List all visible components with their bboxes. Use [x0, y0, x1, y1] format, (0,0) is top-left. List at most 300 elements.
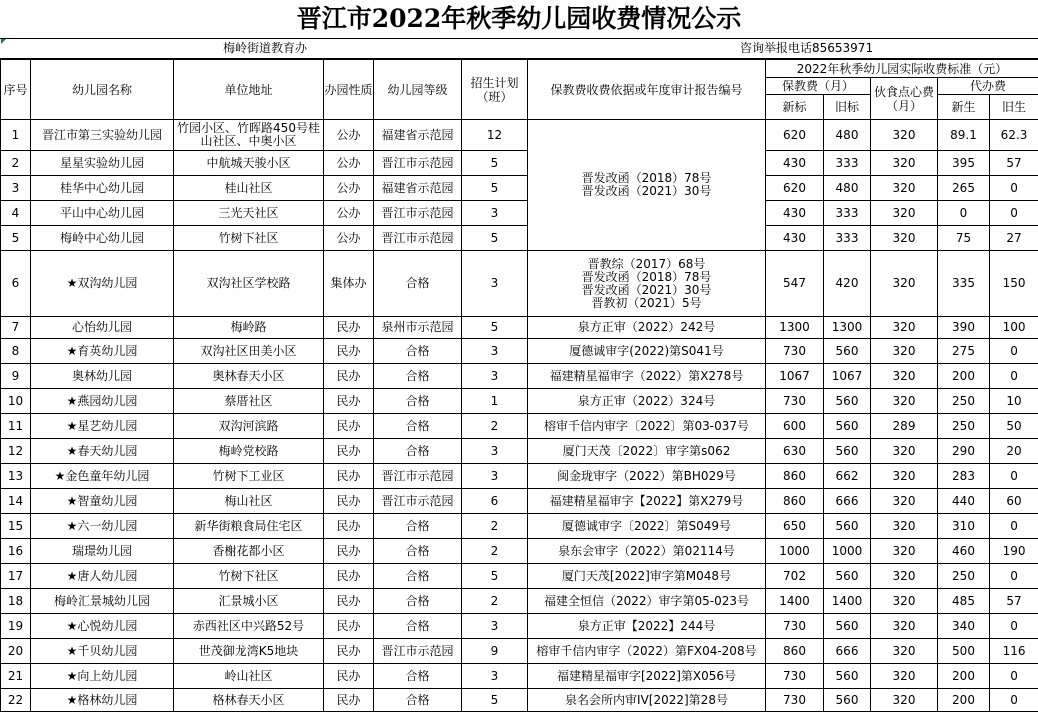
cell-agency-old: 60 — [990, 489, 1038, 514]
cell-basis: 泉方正审【2022】244号 — [528, 614, 766, 639]
cell-meal: 320 — [871, 589, 938, 614]
cell-plan: 3 — [462, 614, 528, 639]
cell-address: 香榭花都小区 — [174, 539, 324, 564]
cell-tuition-new: 600 — [766, 414, 824, 439]
cell-tuition-old: 333 — [824, 201, 871, 226]
cell-tuition-old: 666 — [824, 639, 871, 664]
office-label: 梅岭街道教育办 — [222, 41, 307, 55]
subtitle-row — [0, 38, 1038, 59]
cell-agency-old: 0 — [990, 689, 1038, 712]
cell-address: 三光天社区 — [174, 201, 324, 226]
cell-plan: 3 — [462, 201, 528, 226]
table-row — [1, 389, 1038, 414]
header-agency: 代办费 — [938, 78, 1038, 95]
cell-meal: 320 — [871, 464, 938, 489]
header-new-student: 新生 — [938, 95, 990, 120]
cell-plan: 5 — [462, 689, 528, 712]
header-nature: 办园性质 — [324, 60, 374, 120]
cell-level: 合格 — [374, 364, 462, 389]
header-tuition: 保教费（月） — [766, 78, 871, 95]
cell-basis: 泉东会审字（2022）第02114号 — [528, 539, 766, 564]
cell-tuition-new: 430 — [766, 226, 824, 251]
cell-tuition-old: 420 — [824, 251, 871, 317]
cell-level: 合格 — [374, 251, 462, 317]
cell-agency-new: 250 — [938, 564, 990, 589]
cell-tuition-old: 480 — [824, 120, 871, 151]
table-row — [1, 664, 1038, 689]
cell-tuition-new: 1000 — [766, 539, 824, 564]
cell-meal: 320 — [871, 226, 938, 251]
cell-address: 双沟社区学校路 — [174, 251, 324, 317]
cell-name: 平山中心幼儿园 — [31, 201, 174, 226]
cell-level: 福建省示范园 — [374, 120, 462, 151]
cell-basis: 泉方正审（2022）242号 — [528, 317, 766, 339]
cell-tuition-old: 560 — [824, 389, 871, 414]
cell-agency-new: 0 — [938, 201, 990, 226]
cell-nature: 公办 — [324, 151, 374, 176]
cell-basis: 泉方正审（2022）324号 — [528, 389, 766, 414]
cell-level: 合格 — [374, 614, 462, 639]
table-row — [1, 689, 1038, 712]
cell-tuition-old: 560 — [824, 664, 871, 689]
cell-meal: 320 — [871, 564, 938, 589]
cell-no: 5 — [1, 226, 31, 251]
cell-tuition-new: 730 — [766, 339, 824, 364]
cell-basis: 福建全恒信（2022）审字第05-023号 — [528, 589, 766, 614]
cell-address: 赤西社区中兴路52号 — [174, 614, 324, 639]
table-row — [1, 614, 1038, 639]
cell-plan: 5 — [462, 151, 528, 176]
cell-tuition-old: 560 — [824, 564, 871, 589]
cell-meal: 320 — [871, 317, 938, 339]
cell-address: 世茂御龙湾K5地块 — [174, 639, 324, 664]
cell-address: 格林春天小区 — [174, 689, 324, 712]
cell-plan: 6 — [462, 489, 528, 514]
cell-tuition-new: 650 — [766, 514, 824, 539]
cell-nature: 民办 — [324, 639, 374, 664]
cell-level: 晋江市示范园 — [374, 464, 462, 489]
table-row — [1, 439, 1038, 464]
table-row — [1, 251, 1038, 317]
cell-agency-new: 200 — [938, 364, 990, 389]
cell-tuition-new: 547 — [766, 251, 824, 317]
cell-no: 16 — [1, 539, 31, 564]
cell-name: 心怡幼儿园 — [31, 317, 174, 339]
cell-address: 梅山社区 — [174, 489, 324, 514]
cell-level: 合格 — [374, 439, 462, 464]
cell-plan: 1 — [462, 389, 528, 414]
cell-name: ★智童幼儿园 — [31, 489, 174, 514]
cell-agency-new: 290 — [938, 439, 990, 464]
cell-address: 竹树下工业区 — [174, 464, 324, 489]
cell-name: ★唐人幼儿园 — [31, 564, 174, 589]
cell-address: 中航城天骏小区 — [174, 151, 324, 176]
cell-nature: 民办 — [324, 539, 374, 564]
cell-meal: 289 — [871, 414, 938, 439]
cell-agency-new: 340 — [938, 614, 990, 639]
header-no: 序号 — [1, 60, 31, 120]
header-plan: 招生计划（班） — [462, 60, 528, 120]
cell-agency-new: 460 — [938, 539, 990, 564]
basis-line: 晋发改函（2021）30号 — [581, 282, 712, 297]
cell-no: 6 — [1, 251, 31, 317]
cell-no: 11 — [1, 414, 31, 439]
cell-tuition-new: 860 — [766, 639, 824, 664]
cell-plan: 3 — [462, 439, 528, 464]
cell-name: ★千贝幼儿园 — [31, 639, 174, 664]
cell-agency-new: 440 — [938, 489, 990, 514]
cell-address: 桂山社区 — [174, 176, 324, 201]
cell-basis: 榕审千信内审字（2022）第FX04-208号 — [528, 639, 766, 664]
cell-no: 7 — [1, 317, 31, 339]
cell-nature: 民办 — [324, 389, 374, 414]
cell-tuition-old: 560 — [824, 414, 871, 439]
cell-tuition-new: 430 — [766, 201, 824, 226]
table-row — [1, 639, 1038, 664]
cell-agency-old: 116 — [990, 639, 1038, 664]
table-row — [1, 364, 1038, 389]
cell-agency-new: 485 — [938, 589, 990, 614]
cell-level: 泉州市示范园 — [374, 317, 462, 339]
cell-address: 奥林春天小区 — [174, 364, 324, 389]
cell-plan: 2 — [462, 414, 528, 439]
table-row — [1, 589, 1038, 614]
cell-no: 12 — [1, 439, 31, 464]
cell-plan: 3 — [462, 664, 528, 689]
cell-tuition-old: 480 — [824, 176, 871, 201]
cell-address: 竹园小区、竹晖路450号桂山社区、中奥小区 — [174, 120, 324, 151]
cell-agency-old: 0 — [990, 514, 1038, 539]
cell-level: 合格 — [374, 514, 462, 539]
cell-nature: 民办 — [324, 589, 374, 614]
cell-meal: 320 — [871, 439, 938, 464]
cell-nature: 公办 — [324, 120, 374, 151]
table-row — [1, 201, 1038, 226]
basis-line: 晋发改函（2021）30号 — [581, 184, 712, 198]
cell-basis: 福建精星福审字【2022】第X279号 — [528, 489, 766, 514]
cell-meal: 320 — [871, 639, 938, 664]
cell-name: 瑞璟幼儿园 — [31, 539, 174, 564]
cell-agency-new: 250 — [938, 389, 990, 414]
cell-name: ★金色童年幼儿园 — [31, 464, 174, 489]
cell-agency-old: 57 — [990, 589, 1038, 614]
cell-nature: 民办 — [324, 564, 374, 589]
cell-tuition-new: 730 — [766, 689, 824, 712]
cell-level: 合格 — [374, 589, 462, 614]
cell-tuition-new: 1067 — [766, 364, 824, 389]
cell-name: 奥林幼儿园 — [31, 364, 174, 389]
cell-nature: 公办 — [324, 226, 374, 251]
cell-tuition-old: 560 — [824, 514, 871, 539]
cell-name: 桂华中心幼儿园 — [31, 176, 174, 201]
cell-agency-new: 75 — [938, 226, 990, 251]
cell-agency-new: 250 — [938, 414, 990, 439]
cell-tuition-old: 1000 — [824, 539, 871, 564]
cell-agency-old: 0 — [990, 176, 1038, 201]
cell-no: 8 — [1, 339, 31, 364]
cell-tuition-new: 860 — [766, 464, 824, 489]
cell-address: 梅岭党校路 — [174, 439, 324, 464]
cell-tuition-old: 1067 — [824, 364, 871, 389]
cell-basis-group — [528, 251, 766, 317]
cell-plan: 3 — [462, 339, 528, 364]
cell-tuition-new: 730 — [766, 664, 824, 689]
cell-plan: 3 — [462, 364, 528, 389]
cell-no: 1 — [1, 120, 31, 151]
cell-agency-old: 0 — [990, 464, 1038, 489]
cell-tuition-new: 1400 — [766, 589, 824, 614]
cell-tuition-old: 560 — [824, 689, 871, 712]
cell-level: 合格 — [374, 564, 462, 589]
cell-basis: 厦门天茂[2022]审字第M048号 — [528, 564, 766, 589]
cell-address: 蔡厝社区 — [174, 389, 324, 414]
cell-level: 晋江市示范园 — [374, 201, 462, 226]
cell-basis-group — [528, 120, 766, 251]
cell-nature: 民办 — [324, 689, 374, 712]
cell-basis: 厦门天茂〔2022〕审字第s062 — [528, 439, 766, 464]
cell-address: 双沟河滨路 — [174, 414, 324, 439]
cell-name: ★六一幼儿园 — [31, 514, 174, 539]
cell-nature: 民办 — [324, 364, 374, 389]
cell-plan: 9 — [462, 639, 528, 664]
cell-no: 2 — [1, 151, 31, 176]
cell-no: 9 — [1, 364, 31, 389]
cell-name: ★心悦幼儿园 — [31, 614, 174, 639]
table-row — [1, 539, 1038, 564]
table-row — [1, 120, 1038, 151]
cell-agency-old: 0 — [990, 614, 1038, 639]
cell-meal: 320 — [871, 120, 938, 151]
cell-agency-old: 0 — [990, 664, 1038, 689]
cell-tuition-old: 560 — [824, 439, 871, 464]
cell-agency-old: 0 — [990, 201, 1038, 226]
cell-level: 合格 — [374, 539, 462, 564]
cell-no: 19 — [1, 614, 31, 639]
hotline-label: 咨询举报电话85653971 — [740, 41, 874, 55]
table-row — [1, 489, 1038, 514]
cell-tuition-old: 1400 — [824, 589, 871, 614]
cell-no: 22 — [1, 689, 31, 712]
cell-basis: 厦德诚审字(2022)第S041号 — [528, 339, 766, 364]
cell-basis: 福建精星福审字[2022]第X056号 — [528, 664, 766, 689]
header-new: 新标 — [766, 95, 824, 120]
table-row — [1, 176, 1038, 201]
cell-no: 3 — [1, 176, 31, 201]
header-name: 幼儿园名称 — [31, 60, 174, 120]
cell-name: ★育英幼儿园 — [31, 339, 174, 364]
cell-level: 福建省示范园 — [374, 176, 462, 201]
cell-meal: 320 — [871, 389, 938, 414]
cell-agency-new: 275 — [938, 339, 990, 364]
cell-name: ★格林幼儿园 — [31, 689, 174, 712]
cell-name: ★燕园幼儿园 — [31, 389, 174, 414]
cell-level: 晋江市示范园 — [374, 489, 462, 514]
cell-agency-new: 283 — [938, 464, 990, 489]
cell-agency-new: 310 — [938, 514, 990, 539]
cell-level: 晋江市示范园 — [374, 151, 462, 176]
cell-meal: 320 — [871, 539, 938, 564]
cell-name: 梅岭汇景城幼儿园 — [31, 589, 174, 614]
header-old-student: 旧生 — [990, 95, 1038, 120]
cell-address: 竹树下社区 — [174, 564, 324, 589]
header-address: 单位地址 — [174, 60, 324, 120]
cell-no: 4 — [1, 201, 31, 226]
cell-basis: 厦德诚审字〔2022〕第S049号 — [528, 514, 766, 539]
cell-no: 21 — [1, 664, 31, 689]
cell-level: 合格 — [374, 689, 462, 712]
cell-tuition-old: 1300 — [824, 317, 871, 339]
cell-address: 竹树下社区 — [174, 226, 324, 251]
cell-agency-old: 27 — [990, 226, 1038, 251]
cell-tuition-old: 560 — [824, 339, 871, 364]
cell-level: 合格 — [374, 339, 462, 364]
cell-basis: 福建精星福审字（2022）第X278号 — [528, 364, 766, 389]
cell-meal: 320 — [871, 489, 938, 514]
cell-agency-old: 0 — [990, 364, 1038, 389]
fee-table — [0, 59, 1038, 712]
cell-agency-old: 62.3 — [990, 120, 1038, 151]
page-title: 晋江市2022年秋季幼儿园收费情况公示 — [0, 0, 1038, 39]
cell-agency-new: 335 — [938, 251, 990, 317]
cell-meal: 320 — [871, 176, 938, 201]
cell-address: 梅岭路 — [174, 317, 324, 339]
basis-line: 晋教综（2017）68号 — [587, 256, 706, 271]
cell-tuition-new: 430 — [766, 151, 824, 176]
table-row — [1, 339, 1038, 364]
cell-agency-old: 190 — [990, 539, 1038, 564]
cell-no: 18 — [1, 589, 31, 614]
cell-tuition-new: 620 — [766, 120, 824, 151]
cell-plan: 2 — [462, 514, 528, 539]
cell-tuition-new: 1300 — [766, 317, 824, 339]
cell-plan: 5 — [462, 317, 528, 339]
cell-agency-old: 0 — [990, 339, 1038, 364]
cell-meal: 320 — [871, 664, 938, 689]
header-old: 旧标 — [824, 95, 871, 120]
basis-line: 晋发改函（2018）78号 — [581, 269, 712, 284]
cell-tuition-new: 702 — [766, 564, 824, 589]
cell-tuition-new: 730 — [766, 614, 824, 639]
cell-plan: 12 — [462, 120, 528, 151]
cell-tuition-old: 662 — [824, 464, 871, 489]
cell-name: ★向上幼儿园 — [31, 664, 174, 689]
cell-nature: 民办 — [324, 614, 374, 639]
cell-agency-new: 500 — [938, 639, 990, 664]
cell-agency-old: 100 — [990, 317, 1038, 339]
cell-name: 星星实验幼儿园 — [31, 151, 174, 176]
cell-address: 汇景城小区 — [174, 589, 324, 614]
cell-name: ★双沟幼儿园 — [31, 251, 174, 317]
cell-nature: 集体办 — [324, 251, 374, 317]
cell-nature: 民办 — [324, 317, 374, 339]
cell-tuition-old: 560 — [824, 614, 871, 639]
cell-tuition-new: 860 — [766, 489, 824, 514]
cell-no: 13 — [1, 464, 31, 489]
cell-agency-new: 395 — [938, 151, 990, 176]
basis-line: 晋教初（2021）5号 — [591, 295, 702, 310]
table-row — [1, 564, 1038, 589]
cell-tuition-old: 333 — [824, 226, 871, 251]
cell-plan: 2 — [462, 539, 528, 564]
cell-no: 14 — [1, 489, 31, 514]
cell-no: 10 — [1, 389, 31, 414]
cell-plan: 5 — [462, 176, 528, 201]
cell-agency-old: 0 — [990, 564, 1038, 589]
header-basis: 保教费收费依据或年度审计报告编号 — [528, 60, 766, 120]
cell-level: 合格 — [374, 389, 462, 414]
cell-plan: 5 — [462, 564, 528, 589]
table-row — [1, 226, 1038, 251]
cell-nature: 公办 — [324, 201, 374, 226]
cell-no: 15 — [1, 514, 31, 539]
cell-meal: 320 — [871, 201, 938, 226]
cell-level: 合格 — [374, 664, 462, 689]
cell-basis: 泉名会所内审IV[2022]第28号 — [528, 689, 766, 712]
cell-level: 合格 — [374, 414, 462, 439]
cell-agency-new: 200 — [938, 689, 990, 712]
cell-nature: 民办 — [324, 414, 374, 439]
table-row — [1, 414, 1038, 439]
table-row — [1, 464, 1038, 489]
cell-basis: 闽金珑审字（2022）第BH029号 — [528, 464, 766, 489]
cell-nature: 民办 — [324, 489, 374, 514]
cell-plan: 3 — [462, 251, 528, 317]
cell-meal: 320 — [871, 614, 938, 639]
cell-agency-old: 57 — [990, 151, 1038, 176]
table-row — [1, 317, 1038, 339]
cell-no: 17 — [1, 564, 31, 589]
cell-agency-new: 89.1 — [938, 120, 990, 151]
cell-tuition-new: 730 — [766, 389, 824, 414]
table-row — [1, 151, 1038, 176]
cell-meal: 320 — [871, 251, 938, 317]
table-row — [1, 514, 1038, 539]
cell-tuition-old: 333 — [824, 151, 871, 176]
header-meal: 伙食点心费（月） — [871, 78, 938, 120]
cell-agency-new: 390 — [938, 317, 990, 339]
cell-basis: 榕审千信内审字〔2022〕第03-037号 — [528, 414, 766, 439]
cell-meal: 320 — [871, 689, 938, 712]
header-level: 幼儿园等级 — [374, 60, 462, 120]
cell-address: 新华街粮食局住宅区 — [174, 514, 324, 539]
cell-plan: 2 — [462, 589, 528, 614]
cell-nature: 民办 — [324, 339, 374, 364]
cell-address: 岭山社区 — [174, 664, 324, 689]
cell-name: ★星艺幼儿园 — [31, 414, 174, 439]
cell-level: 晋江市示范园 — [374, 639, 462, 664]
cell-meal: 320 — [871, 339, 938, 364]
cell-nature: 民办 — [324, 439, 374, 464]
cell-agency-old: 50 — [990, 414, 1038, 439]
cell-agency-old: 150 — [990, 251, 1038, 317]
cell-agency-old: 10 — [990, 389, 1038, 414]
cell-meal: 320 — [871, 364, 938, 389]
cell-tuition-old: 666 — [824, 489, 871, 514]
cell-nature: 民办 — [324, 664, 374, 689]
cell-nature: 民办 — [324, 514, 374, 539]
cell-agency-old: 20 — [990, 439, 1038, 464]
cell-tuition-new: 620 — [766, 176, 824, 201]
cell-meal: 320 — [871, 514, 938, 539]
cell-tuition-new: 630 — [766, 439, 824, 464]
cell-nature: 公办 — [324, 176, 374, 201]
basis-line: 晋发改函（2018）78号 — [581, 171, 712, 185]
cell-nature: 民办 — [324, 464, 374, 489]
cell-name: ★春天幼儿园 — [31, 439, 174, 464]
cell-level: 晋江市示范园 — [374, 226, 462, 251]
cell-meal: 320 — [871, 151, 938, 176]
cell-name: 梅岭中心幼儿园 — [31, 226, 174, 251]
